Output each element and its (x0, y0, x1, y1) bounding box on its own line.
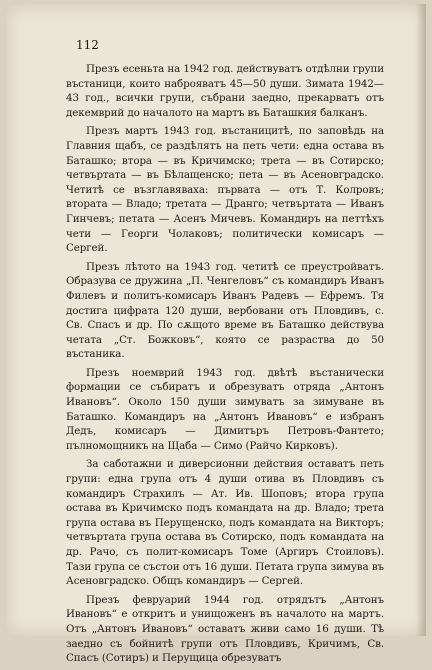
page-number: 112 (76, 38, 99, 52)
paragraph: Презъ мартъ 1943 год. въстаницитѣ, по заповѣдь на Главния щабъ, се раздѣлятъ на петь чети: една остава въ Баташко; втора — въ Кричимско; трета — въ Сотирско; четвъртата — въ Бѣлащенско; пета — въ Асеновградско. Четитѣ се възглавяваха: първата — отъ Т. Колровъ; втората — Владо; третата — Дранго; четвъртата — Иванъ Гинчевъ; петата — Асенъ Мичевъ. Командиръ на петтѣхъ чети — Георги Чолаковъ; политически комисаръ — Сергей. (66, 125, 384, 255)
paragraph: За саботажни и диверсионни действия оставатъ петь групи: една група отъ 4 души отива въ Пловдивъ съ командиръ Страхилъ — Ат. Ив. Шоповъ; втора група остава въ Кричимско подъ командата на др. Владо; трета група остава въ Перущенско, подъ командата на Викторъ; четвъртата група остава въ Сотирско, подъ командата на др. Рачо, съ полит-комисаръ Томе (Аргиръ Стоиловъ). Тази група се състои отъ 16 души. Петата група зимува въ Асеновградско. Общъ командиръ — Сергей. (66, 458, 384, 588)
paragraph: Презъ есеньта на 1942 год. действуватъ отдѣлни групи въстаници, които наброяватъ 45—50 души. Зимата 1942—43 год., всички групи, събрани заедно, прекарватъ отъ декемврий до началото на мартъ въ Баташкия балканъ. (66, 63, 384, 119)
paragraph: Презъ февруарий 1944 год. отрядътъ „Антонъ Ивановъ“ е откритъ и унищоженъ въ началото на мартъ. Отъ „Антонъ Ивановъ“ оставатъ живи само 16 души. Тѣ заедно съ бойнитѣ групи отъ Пловдивъ, Кричимъ, Св. Спасъ (Сотиръ) и Перущица обрезуватъ (66, 593, 384, 665)
paragraph: Презъ ноемврий 1943 год. двѣтѣ въстанически формации се събиратъ и обрезуватъ отряда „Антонъ Ивановъ“. Около 150 души зимуватъ за зимуване въ Баташко. Командиръ на „Антонъ Ивановъ“ е избранъ Дедъ, комисаръ — Димитъръ Петровъ-Фантето; пълномощникъ на Щаба — Симо (Райчо Кирковъ). (66, 366, 384, 452)
page-spine-shadow (416, 4, 426, 636)
body-text (66, 62, 384, 670)
book-page (6, 4, 426, 665)
paragraph: Презъ лѣтото на 1943 год. четитѣ се преустройватъ. Образува се дружина „П. Ченгеловъ“ съ командиръ Иванъ Филевъ и политъ-комисаръ Иванъ Радевъ — Ефремъ. Тя достига цифрата 120 души, вербовани отъ Пловдивъ, с. Св. Спасъ и др. По сѫщото време въ Баташко действува четата „Ст. Божковъ“, която се разраства до 50 въстаника. (66, 260, 384, 361)
